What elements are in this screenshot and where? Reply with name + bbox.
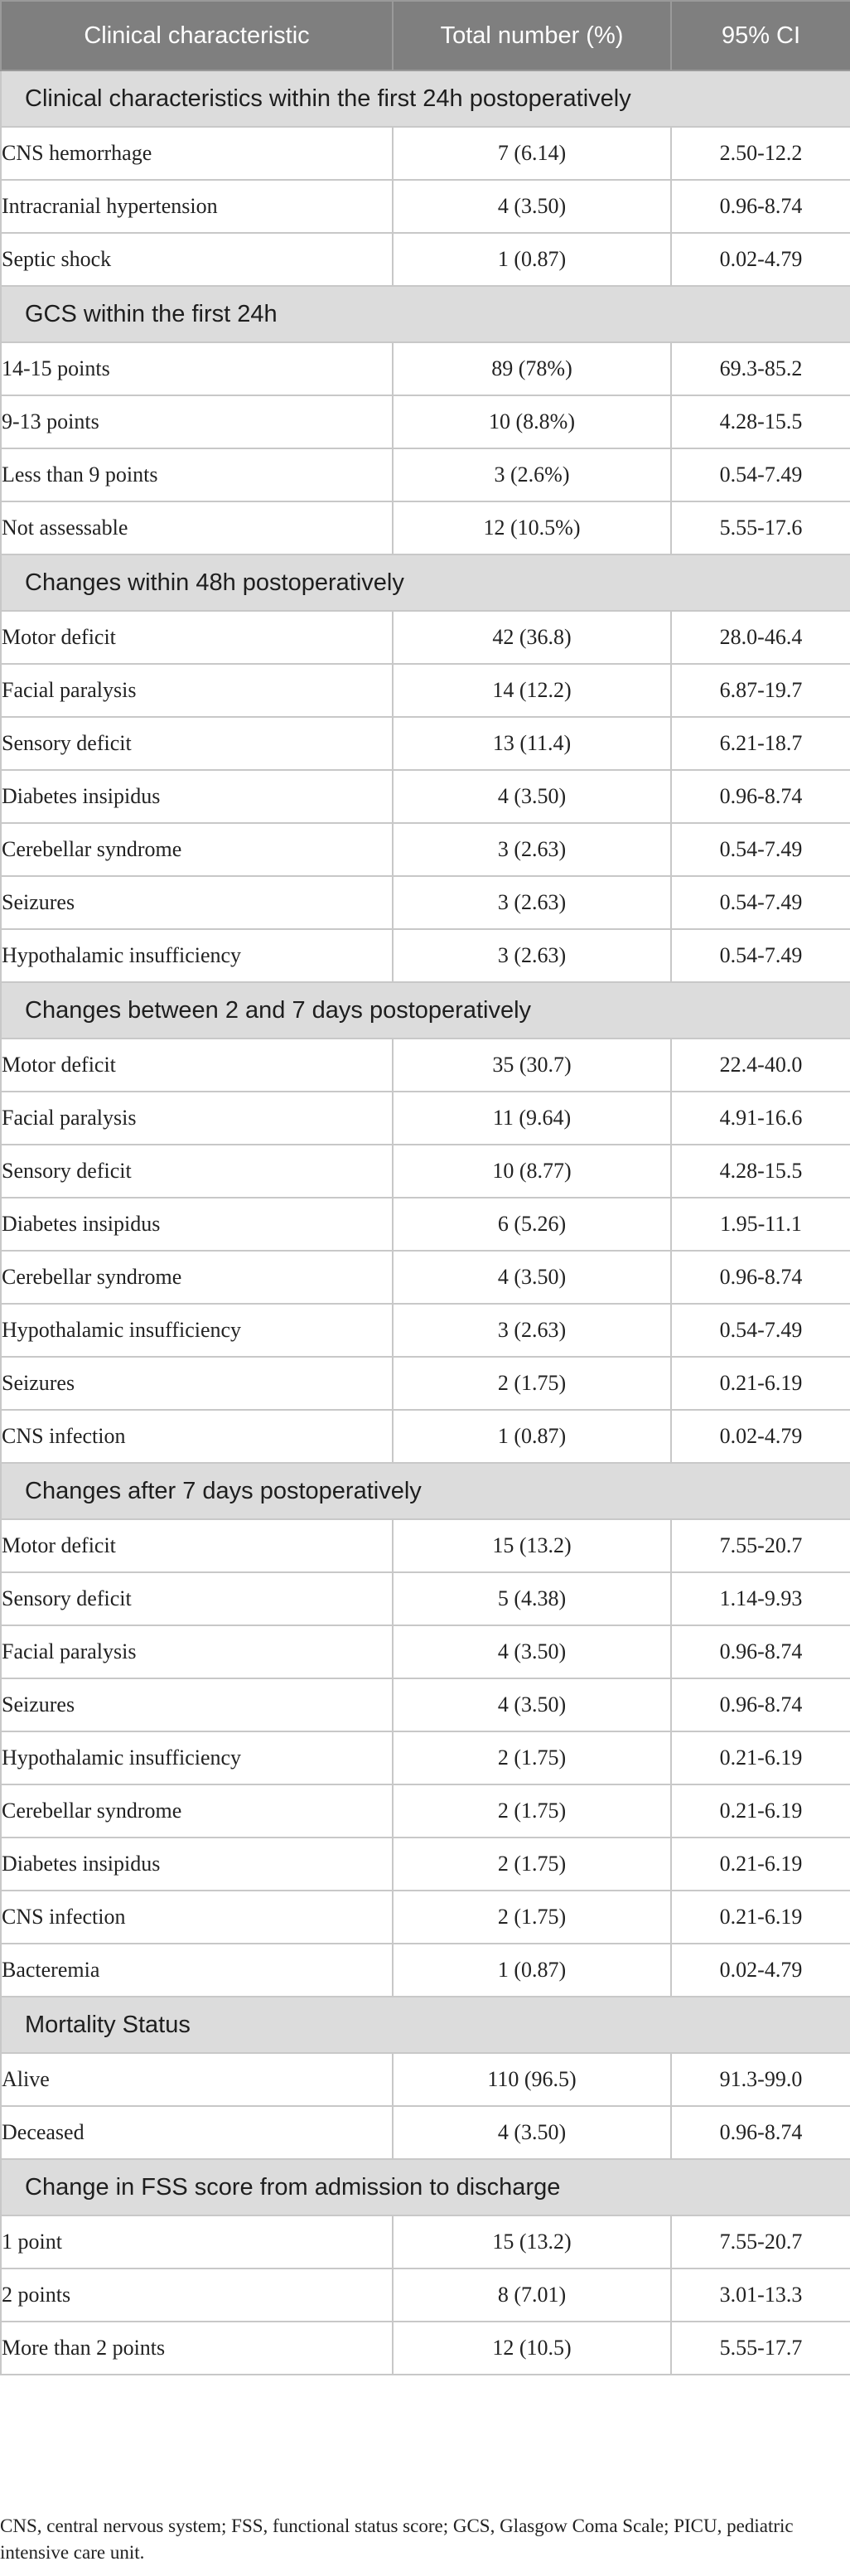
table-row <box>1 1944 850 1997</box>
table-row <box>1 2106 850 2159</box>
section-title: Changes within 48h postoperatively <box>1 554 850 611</box>
table-row <box>1 1891 850 1944</box>
cell-total-number: 1 (0.87) <box>393 233 671 286</box>
cell-characteristic: Diabetes insipidus <box>1 1838 393 1891</box>
cell-total-number: 15 (13.2) <box>393 2215 671 2269</box>
cell-95-ci: 6.21-18.7 <box>671 717 850 770</box>
table-row <box>1 1838 850 1891</box>
cell-95-ci: 0.21-6.19 <box>671 1891 850 1944</box>
cell-total-number: 3 (2.63) <box>393 929 671 982</box>
cell-95-ci: 0.21-6.19 <box>671 1784 850 1838</box>
cell-95-ci: 4.28-15.5 <box>671 395 850 448</box>
cell-95-ci: 4.28-15.5 <box>671 1145 850 1198</box>
cell-characteristic: Deceased <box>1 2106 393 2159</box>
table-row <box>1 127 850 180</box>
cell-95-ci: 0.96-8.74 <box>671 770 850 823</box>
cell-95-ci: 0.54-7.49 <box>671 448 850 501</box>
cell-95-ci: 1.95-11.1 <box>671 1198 850 1251</box>
table-row <box>1 1625 850 1678</box>
cell-characteristic: Motor deficit <box>1 1039 393 1092</box>
table-row <box>1 1410 850 1463</box>
table-row <box>1 717 850 770</box>
cell-characteristic: Hypothalamic insufficiency <box>1 1731 393 1784</box>
cell-95-ci: 2.50-12.2 <box>671 127 850 180</box>
table-row <box>1 1304 850 1357</box>
table-row <box>1 1678 850 1731</box>
cell-95-ci: 5.55-17.6 <box>671 501 850 554</box>
cell-total-number: 110 (96.5) <box>393 2053 671 2106</box>
section-title: Changes between 2 and 7 days postoperatively <box>1 982 850 1039</box>
cell-characteristic: Motor deficit <box>1 1519 393 1572</box>
cell-95-ci: 4.91-16.6 <box>671 1092 850 1145</box>
cell-95-ci: 91.3-99.0 <box>671 2053 850 2106</box>
cell-total-number: 2 (1.75) <box>393 1731 671 1784</box>
cell-total-number: 1 (0.87) <box>393 1410 671 1463</box>
cell-characteristic: Alive <box>1 2053 393 2106</box>
cell-characteristic: Not assessable <box>1 501 393 554</box>
cell-95-ci: 0.96-8.74 <box>671 180 850 233</box>
cell-95-ci: 0.54-7.49 <box>671 823 850 876</box>
cell-characteristic: Cerebellar syndrome <box>1 1784 393 1838</box>
cell-characteristic: Sensory deficit <box>1 1145 393 1198</box>
cell-95-ci: 28.0-46.4 <box>671 611 850 664</box>
table-footnote: CNS, central nervous system; FSS, functional status score; GCS, Glasgow Coma Scale; PICU, pediatric intensive care unit. <box>0 2515 794 2563</box>
section-row <box>1 554 850 611</box>
section-title: Mortality Status <box>1 1997 850 2053</box>
cell-characteristic: Facial paralysis <box>1 664 393 717</box>
cell-characteristic: Cerebellar syndrome <box>1 1251 393 1304</box>
cell-characteristic: Diabetes insipidus <box>1 770 393 823</box>
table-row <box>1 1039 850 1092</box>
table-row <box>1 823 850 876</box>
cell-95-ci: 0.21-6.19 <box>671 1731 850 1784</box>
cell-characteristic: 1 point <box>1 2215 393 2269</box>
section-row <box>1 1463 850 1519</box>
cell-characteristic: Septic shock <box>1 233 393 286</box>
cell-characteristic: 9-13 points <box>1 395 393 448</box>
cell-characteristic: Facial paralysis <box>1 1092 393 1145</box>
table-row <box>1 2269 850 2322</box>
cell-95-ci: 0.96-8.74 <box>671 1625 850 1678</box>
cell-95-ci: 69.3-85.2 <box>671 342 850 395</box>
cell-characteristic: Less than 9 points <box>1 448 393 501</box>
table-row <box>1 1145 850 1198</box>
section-row <box>1 1997 850 2053</box>
cell-characteristic: Sensory deficit <box>1 1572 393 1625</box>
cell-total-number: 12 (10.5%) <box>393 501 671 554</box>
cell-95-ci: 6.87-19.7 <box>671 664 850 717</box>
table-row <box>1 1357 850 1410</box>
table-row <box>1 395 850 448</box>
cell-total-number: 8 (7.01) <box>393 2269 671 2322</box>
cell-95-ci: 0.54-7.49 <box>671 929 850 982</box>
header-clinical-characteristic: Clinical characteristic <box>1 1 393 70</box>
table-row <box>1 1519 850 1572</box>
cell-total-number: 4 (3.50) <box>393 1625 671 1678</box>
cell-total-number: 12 (10.5) <box>393 2322 671 2375</box>
table-row <box>1 2322 850 2375</box>
table-row <box>1 664 850 717</box>
table-row <box>1 2053 850 2106</box>
cell-95-ci: 0.21-6.19 <box>671 1838 850 1891</box>
cell-95-ci: 3.01-13.3 <box>671 2269 850 2322</box>
cell-total-number: 89 (78%) <box>393 342 671 395</box>
header-total-number: Total number (%) <box>393 1 671 70</box>
cell-characteristic: CNS infection <box>1 1891 393 1944</box>
cell-95-ci: 1.14-9.93 <box>671 1572 850 1625</box>
table-header <box>1 1 850 70</box>
cell-characteristic: Diabetes insipidus <box>1 1198 393 1251</box>
table-row <box>1 1572 850 1625</box>
cell-characteristic: 2 points <box>1 2269 393 2322</box>
table-row <box>1 233 850 286</box>
cell-total-number: 6 (5.26) <box>393 1198 671 1251</box>
section-title: Clinical characteristics within the first 24h postoperatively <box>1 70 850 127</box>
cell-characteristic: Cerebellar syndrome <box>1 823 393 876</box>
cell-characteristic: Hypothalamic insufficiency <box>1 1304 393 1357</box>
cell-total-number: 7 (6.14) <box>393 127 671 180</box>
cell-95-ci: 0.96-8.74 <box>671 2106 850 2159</box>
table-row <box>1 876 850 929</box>
table-row <box>1 770 850 823</box>
cell-95-ci: 0.02-4.79 <box>671 1944 850 1997</box>
table-row <box>1 2215 850 2269</box>
section-row <box>1 286 850 342</box>
section-row <box>1 2159 850 2215</box>
cell-characteristic: 14-15 points <box>1 342 393 395</box>
cell-characteristic: Facial paralysis <box>1 1625 393 1678</box>
table-row <box>1 1092 850 1145</box>
cell-95-ci: 0.02-4.79 <box>671 233 850 286</box>
header-95-ci: 95% CI <box>671 1 850 70</box>
cell-characteristic: Seizures <box>1 1357 393 1410</box>
cell-total-number: 3 (2.6%) <box>393 448 671 501</box>
cell-total-number: 3 (2.63) <box>393 823 671 876</box>
section-row <box>1 982 850 1039</box>
cell-95-ci: 5.55-17.7 <box>671 2322 850 2375</box>
cell-characteristic: Bacteremia <box>1 1944 393 1997</box>
cell-95-ci: 0.02-4.79 <box>671 1410 850 1463</box>
cell-total-number: 4 (3.50) <box>393 2106 671 2159</box>
table-row <box>1 1731 850 1784</box>
table-row <box>1 342 850 395</box>
cell-total-number: 1 (0.87) <box>393 1944 671 1997</box>
header-row <box>1 1 850 70</box>
table-row <box>1 1784 850 1838</box>
cell-total-number: 35 (30.7) <box>393 1039 671 1092</box>
section-row <box>1 70 850 127</box>
cell-total-number: 10 (8.77) <box>393 1145 671 1198</box>
cell-95-ci: 7.55-20.7 <box>671 1519 850 1572</box>
cell-total-number: 42 (36.8) <box>393 611 671 664</box>
cell-total-number: 2 (1.75) <box>393 1838 671 1891</box>
cell-characteristic: Seizures <box>1 1678 393 1731</box>
table-row <box>1 611 850 664</box>
cell-95-ci: 7.55-20.7 <box>671 2215 850 2269</box>
cell-total-number: 15 (13.2) <box>393 1519 671 1572</box>
cell-total-number: 3 (2.63) <box>393 1304 671 1357</box>
table-row <box>1 448 850 501</box>
cell-characteristic: Hypothalamic insufficiency <box>1 929 393 982</box>
cell-95-ci: 0.54-7.49 <box>671 876 850 929</box>
cell-total-number: 3 (2.63) <box>393 876 671 929</box>
cell-95-ci: 0.54-7.49 <box>671 1304 850 1357</box>
cell-total-number: 13 (11.4) <box>393 717 671 770</box>
table-row <box>1 501 850 554</box>
cell-characteristic: Sensory deficit <box>1 717 393 770</box>
cell-total-number: 2 (1.75) <box>393 1784 671 1838</box>
cell-total-number: 4 (3.50) <box>393 1678 671 1731</box>
cell-total-number: 11 (9.64) <box>393 1092 671 1145</box>
cell-characteristic: Intracranial hypertension <box>1 180 393 233</box>
cell-total-number: 5 (4.38) <box>393 1572 671 1625</box>
cell-total-number: 4 (3.50) <box>393 180 671 233</box>
cell-total-number: 4 (3.50) <box>393 1251 671 1304</box>
table-row <box>1 1251 850 1304</box>
cell-characteristic: More than 2 points <box>1 2322 393 2375</box>
table-body <box>1 70 850 2375</box>
section-title: GCS within the first 24h <box>1 286 850 342</box>
table-row <box>1 1198 850 1251</box>
cell-characteristic: Seizures <box>1 876 393 929</box>
cell-95-ci: 22.4-40.0 <box>671 1039 850 1092</box>
cell-total-number: 2 (1.75) <box>393 1357 671 1410</box>
cell-95-ci: 0.96-8.74 <box>671 1678 850 1731</box>
cell-total-number: 14 (12.2) <box>393 664 671 717</box>
table-row <box>1 929 850 982</box>
table-row <box>1 180 850 233</box>
cell-total-number: 2 (1.75) <box>393 1891 671 1944</box>
section-title: Changes after 7 days postoperatively <box>1 1463 850 1519</box>
section-title: Change in FSS score from admission to discharge <box>1 2159 850 2215</box>
cell-95-ci: 0.96-8.74 <box>671 1251 850 1304</box>
cell-total-number: 10 (8.8%) <box>393 395 671 448</box>
cell-characteristic: CNS infection <box>1 1410 393 1463</box>
cell-characteristic: CNS hemorrhage <box>1 127 393 180</box>
cell-total-number: 4 (3.50) <box>393 770 671 823</box>
cell-95-ci: 0.21-6.19 <box>671 1357 850 1410</box>
cell-characteristic: Motor deficit <box>1 611 393 664</box>
